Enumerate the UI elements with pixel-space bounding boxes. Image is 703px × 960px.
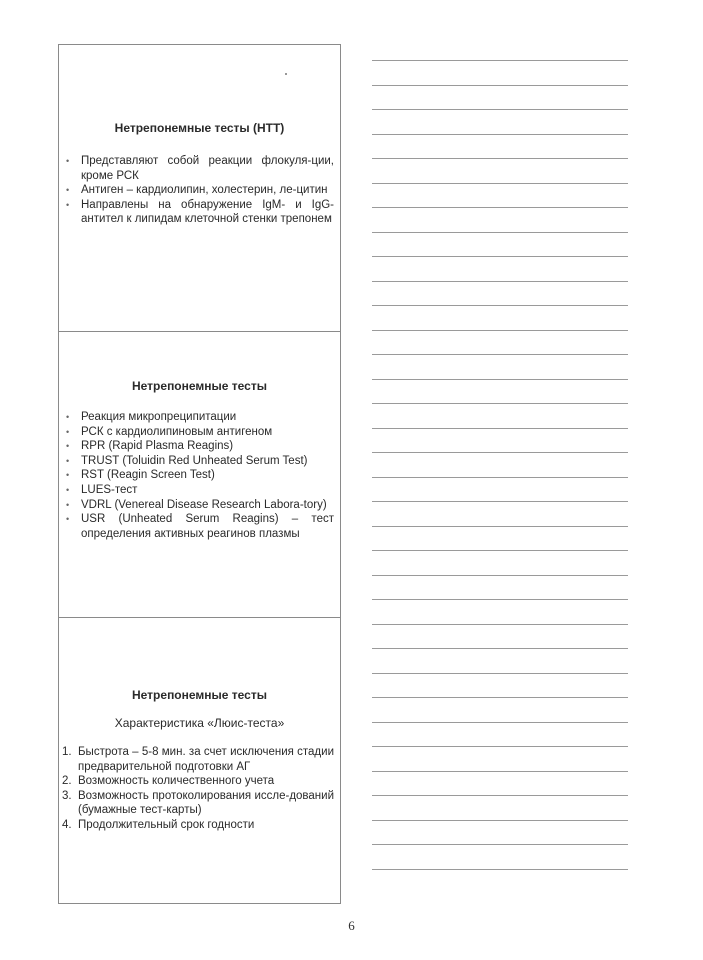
page-number: 6: [348, 918, 355, 933]
slide-2-title: Нетрепонемные тесты: [132, 379, 267, 393]
note-line: [372, 85, 628, 86]
slide-2-bullets: [65, 410, 334, 541]
note-line: [372, 207, 628, 208]
note-line: [372, 158, 628, 159]
note-line: [372, 526, 628, 527]
note-line: [372, 501, 628, 502]
bullet-icon: •: [66, 441, 70, 452]
slide-1-bullets: [65, 154, 334, 227]
note-line: [372, 330, 628, 331]
note-line: [372, 281, 628, 282]
note-line: [372, 354, 628, 355]
list-item: 4. Продолжительный срок годности: [62, 818, 255, 831]
note-line: [372, 869, 628, 870]
note-line: [372, 575, 628, 576]
slide-3-subtitle: Характеристика «Люис-теста»: [114, 716, 285, 730]
list-item: • LUES-тест: [66, 483, 138, 496]
bullet-icon: •: [66, 514, 70, 525]
note-line: [372, 256, 628, 257]
slides-column: [58, 44, 341, 904]
note-line: [372, 599, 628, 600]
note-line: [372, 379, 628, 380]
list-item: 1. Быстрота – 5-8 мин. за счет исключения стадии предварительной подготовки АГ: [62, 746, 334, 773]
bullet-icon: •: [66, 426, 70, 437]
slide-3-title: Нетрепонемные тесты: [132, 688, 267, 702]
list-item: • RST (Reagin Screen Test): [66, 469, 215, 482]
bullet-icon: •: [66, 455, 70, 466]
note-line: [372, 795, 628, 796]
list-item: • RPR (Rapid Plasma Reagins): [66, 440, 234, 453]
note-line: [372, 673, 628, 674]
bullet-icon: •: [66, 185, 70, 196]
bullet-icon: •: [66, 412, 70, 422]
list-item: • РСК с кардиолипиновым антигеном: [66, 425, 273, 438]
note-line: [372, 648, 628, 649]
list-item: 3. Возможность протоколирования иссле-дований (бумажные тест-карты): [62, 789, 334, 817]
list-item: • Антиген – кардиолипин, холестерин, ле-цитин: [66, 184, 328, 197]
note-line: [372, 109, 628, 110]
bullet-icon: •: [66, 470, 70, 481]
note-line: [372, 134, 628, 135]
list-item: • TRUST (Toluidin Red Unheated Serum Test): [66, 454, 308, 467]
note-line: [372, 428, 628, 429]
note-line: [372, 746, 628, 747]
scan-speck: [285, 73, 287, 75]
bullet-icon: •: [66, 156, 70, 166]
note-line: [372, 844, 628, 845]
note-line: [372, 820, 628, 821]
bullet-icon: •: [66, 484, 70, 495]
note-line: [372, 232, 628, 233]
list-item: • Представляют собой реакции флокуля-ции, кроме РСК: [66, 155, 334, 182]
note-line: [372, 183, 628, 184]
note-line: [372, 452, 628, 453]
note-line: [372, 477, 628, 478]
note-line: [372, 550, 628, 551]
slide-1: [59, 45, 340, 331]
note-line: [372, 722, 628, 723]
note-line: [372, 771, 628, 772]
slide-1-title: Нетрепонемные тесты (НТТ): [114, 121, 285, 135]
note-line: [372, 403, 628, 404]
note-line: [372, 305, 628, 306]
note-line: [372, 697, 628, 698]
slide-2: [59, 331, 340, 617]
slide-3: [59, 617, 340, 904]
list-item: • Направлены на обнаружение IgM- и IgG-антител к липидам клеточной стенки трепонем: [66, 198, 334, 226]
slide-3-numbered-list: [62, 745, 334, 833]
bullet-icon: •: [66, 499, 70, 510]
list-item: • USR (Unheated Serum Reagins) – тест определения активных реагинов плазмы: [66, 513, 334, 540]
bullet-icon: •: [66, 199, 70, 210]
list-item: • VDRL (Venereal Disease Research Labora-tory): [66, 498, 327, 511]
list-item: • Реакция микропреципитации: [66, 411, 237, 423]
note-line: [372, 60, 628, 61]
note-line: [372, 624, 628, 625]
list-item: 2. Возможность количественного учета: [62, 775, 275, 788]
